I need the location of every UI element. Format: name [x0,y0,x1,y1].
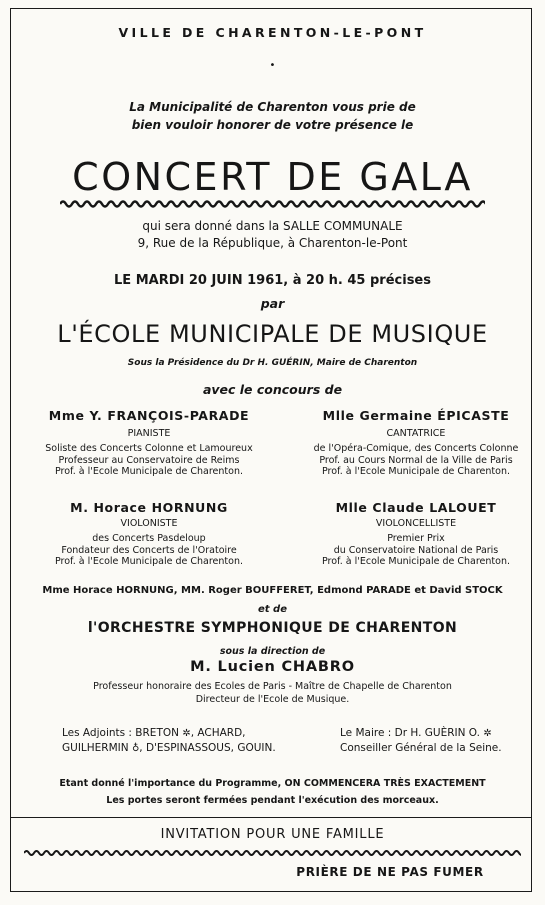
performer-name: Mlle Germaine ÉPICASTE [322,408,510,423]
performer-desc-line: des Concerts Pasdeloup [92,533,206,544]
performer-role: VIOLONISTE [120,518,178,529]
concours-line: avec le concours de [202,382,343,397]
medal-icon: ♁ [131,743,140,754]
no-smoking-notice: PRIÈRE DE NE PAS FUMER [296,865,484,879]
performer-role: VIOLONCELLISTE [375,518,457,529]
performer-role: CANTATRICE [386,428,446,439]
intro-line-2: bien vouloir honorer de votre présence le [131,118,414,132]
et-de-text: et de [258,604,287,615]
intro-line-1: La Municipalité de Charenton vous prie de [129,100,416,114]
performer-desc [280,443,545,478]
orchestra-name: l'ORCHESTRE SYMPHONIQUE DE CHARENTON [87,620,458,636]
invitation-label: INVITATION POUR UNE FAMILLE [160,827,385,842]
wavy-underline [60,198,485,210]
direction-line: sous la direction de [219,646,326,657]
performer-name: M. Horace HORNUNG [70,500,228,515]
city-header: VILLE DE CHARENTON-LE-PONT [118,25,427,40]
wavy-divider [24,848,521,858]
performer-desc-line: Professeur au Conservatoire de Reims [58,454,240,466]
adjoints-block [62,726,276,756]
conductor-desc-2: Directeur de l'Ecole de Musique. [195,694,350,705]
performer-desc-line: Soliste des Concerts Colonne et Lamoureux [45,443,253,454]
performer-desc-line: Fondateur des Concerts de l'Oratoire [61,544,237,556]
star-icon: ✲ [182,728,191,739]
other-performers: Mme Horace HORNUNG, MM. Roger BOUFFERET, Edmond PARADE et David STOCK [42,585,503,596]
performer-desc-line: Premier Prix [387,533,445,544]
star-icon: ✲ [483,728,492,739]
performer-desc [13,533,285,568]
doors-note: Les portes seront fermées pendant l'exécution des morceaux. [106,795,439,806]
school-name: L'ÉCOLE MUNICIPALE DE MUSIQUE [57,320,488,348]
venue-line-2: 9, Rue de la République, à Charenton-le-Pont [137,236,408,250]
ornament-dot: • [269,60,276,71]
performer-name: Mlle Claude LALOUET [335,500,497,515]
conductor-desc-1: Professeur honoraire des Ecoles de Paris - Maître de Chapelle de Charenton [93,681,452,692]
concert-title: CONCERT DE GALA [72,155,473,199]
presidence-line: Sous la Présidence du Dr H. GUÉRIN, Maire de Charenton [127,358,418,368]
performer-desc-line: Prof. à l'Ecole Municipale de Charenton. [321,556,510,567]
par-text: par [260,296,285,311]
performer-name: Mme Y. FRANÇOIS-PARADE [48,408,250,423]
concert-date: LE MARDI 20 JUIN 1961, à 20 h. 45 précises [114,273,431,288]
performer-desc-line: Prof. à l'Ecole Municipale de Charenton. [54,556,243,567]
adjoints-line-1: Les Adjoints : BRETON ✲, ACHARD, [62,727,246,739]
divider-line [10,817,532,818]
performer-desc-line: Prof. à l'Ecole Municipale de Charenton. [54,466,243,477]
adjoints-line-2: GUILHERMIN ♁, D'ESPINASSOUS, GOUIN. [62,742,276,754]
maire-block [340,726,502,756]
conductor-name: M. Lucien CHABRO [190,659,355,675]
maire-line-1: Le Maire : Dr H. GUÈRIN O. ✲ [340,727,492,739]
performer-desc [13,443,285,478]
performer-role: PIANISTE [127,428,171,439]
programme-note: Etant donné l'importance du Programme, ON COMMENCERA TRÈS EXACTEMENT [59,778,486,789]
performer-desc [280,533,545,568]
performer-desc-line: du Conservatoire National de Paris [333,544,499,556]
performer-desc-line: de l'Opéra-Comique, des Concerts Colonne [313,443,519,454]
performer-desc-line: Prof. à l'Ecole Municipale de Charenton. [321,466,510,477]
maire-line-2: Conseiller Général de la Seine. [340,742,502,754]
venue-line-1: qui sera donné dans la SALLE COMMUNALE [142,219,403,233]
performer-desc-line: Prof. au Cours Normal de la Ville de Paris [319,454,513,466]
